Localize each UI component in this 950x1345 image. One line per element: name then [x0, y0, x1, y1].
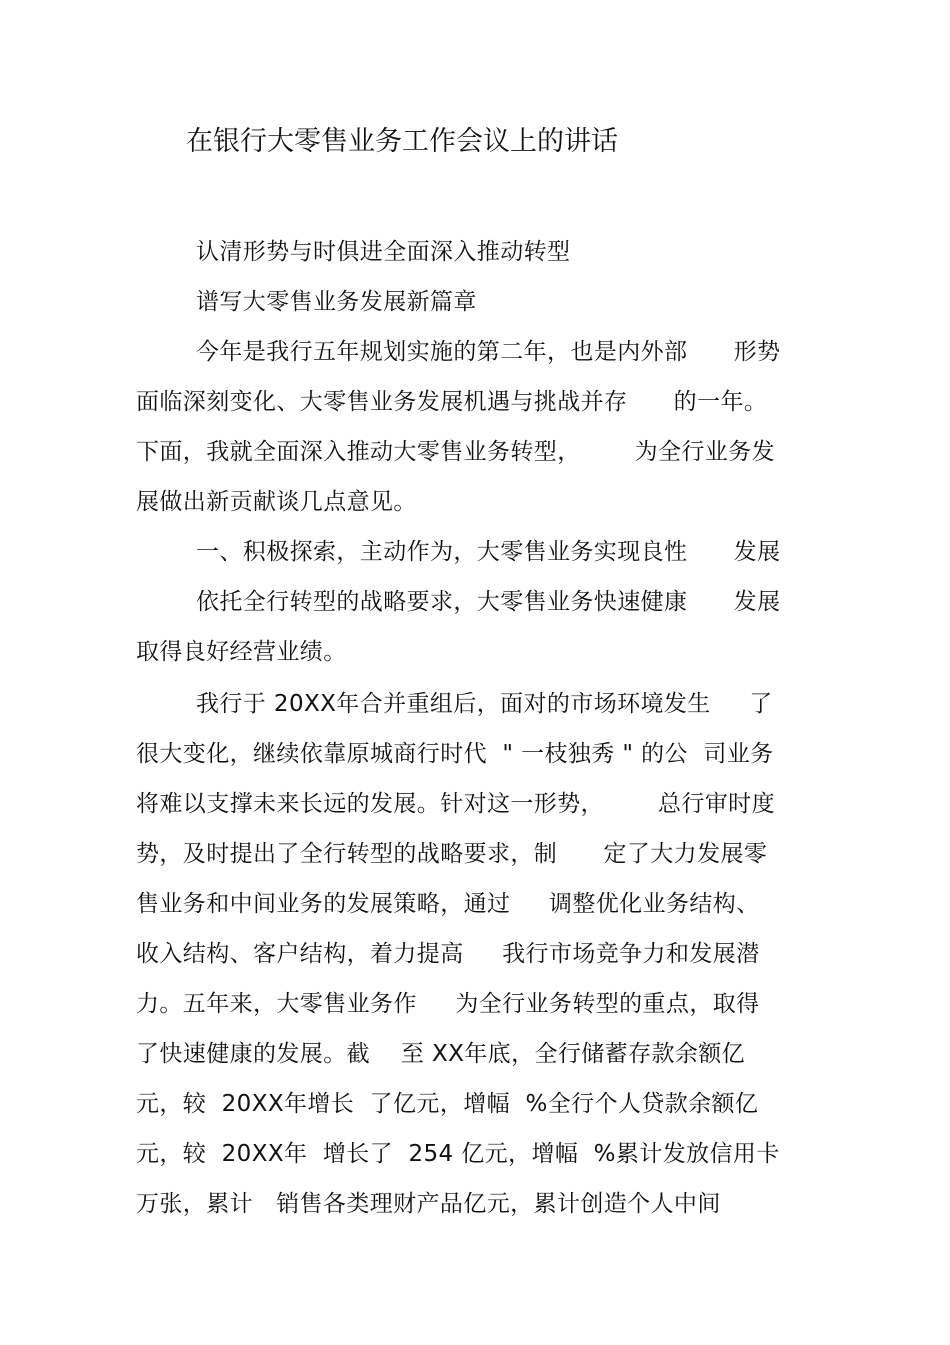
- paragraph-line: 面临深刻变化、大零售业务发展机遇与挑战并存 的一年。: [136, 389, 768, 415]
- section-heading: 一、积极探索，主动作为，大零售业务实现良性 发展: [196, 539, 781, 565]
- paragraph-line: 势，及时提出了全行转型的战略要求，制 定了大力发展零: [136, 841, 768, 867]
- paragraph-line: 售业务和中间业务的发展策略，通过 调整优化业务结构、: [136, 891, 760, 917]
- paragraph-line: 万张，累计 销售各类理财产品亿元，累计创造个人中间: [136, 1191, 721, 1217]
- paragraph-line: 展做出新贡献谈几点意见。: [136, 489, 417, 515]
- paragraph-line: 元，较 20XX年增长 了亿元，增幅 %全行个人贷款余额亿: [136, 1091, 759, 1117]
- paragraph-line: 力。五年来，大零售业务作 为全行业务转型的重点，取得: [136, 991, 760, 1017]
- paragraph-line: 下面，我就全面深入推动大零售业务转型， 为全行业务发: [136, 439, 775, 465]
- paragraph-line: 很大变化，继续依靠原城商行时代 " 一枝独秀 " 的公 司业务: [136, 741, 774, 767]
- paragraph-line: 今年是我行五年规划实施的第二年，也是内外部 形势: [196, 339, 781, 365]
- document-title: 在银行大零售业务工作会议上的讲话: [186, 126, 618, 157]
- subtitle-line-1: 认清形势与时俱进全面深入推动转型: [196, 239, 571, 265]
- paragraph-line: 收入结构、客户结构，着力提高 我行市场竞争力和发展潜: [136, 941, 760, 967]
- paragraph-line: 元，较 20XX年 增长了 254 亿元，增幅 %累计发放信用卡: [136, 1141, 780, 1167]
- paragraph-line: 了快速健康的发展。截 至 XX年底，全行储蓄存款余额亿: [136, 1041, 746, 1067]
- paragraph-line: 依托全行转型的战略要求，大零售业务快速健康 发展: [196, 589, 781, 615]
- paragraph-line: 将难以支撑未来长远的发展。针对这一形势， 总行审时度: [136, 791, 775, 817]
- paragraph-line: 我行于 20XX年合并重组后，面对的市场环境发生 了: [196, 691, 773, 717]
- subtitle-line-2: 谱写大零售业务发展新篇章: [196, 289, 477, 315]
- paragraph-line: 取得良好经营业绩。: [136, 639, 347, 665]
